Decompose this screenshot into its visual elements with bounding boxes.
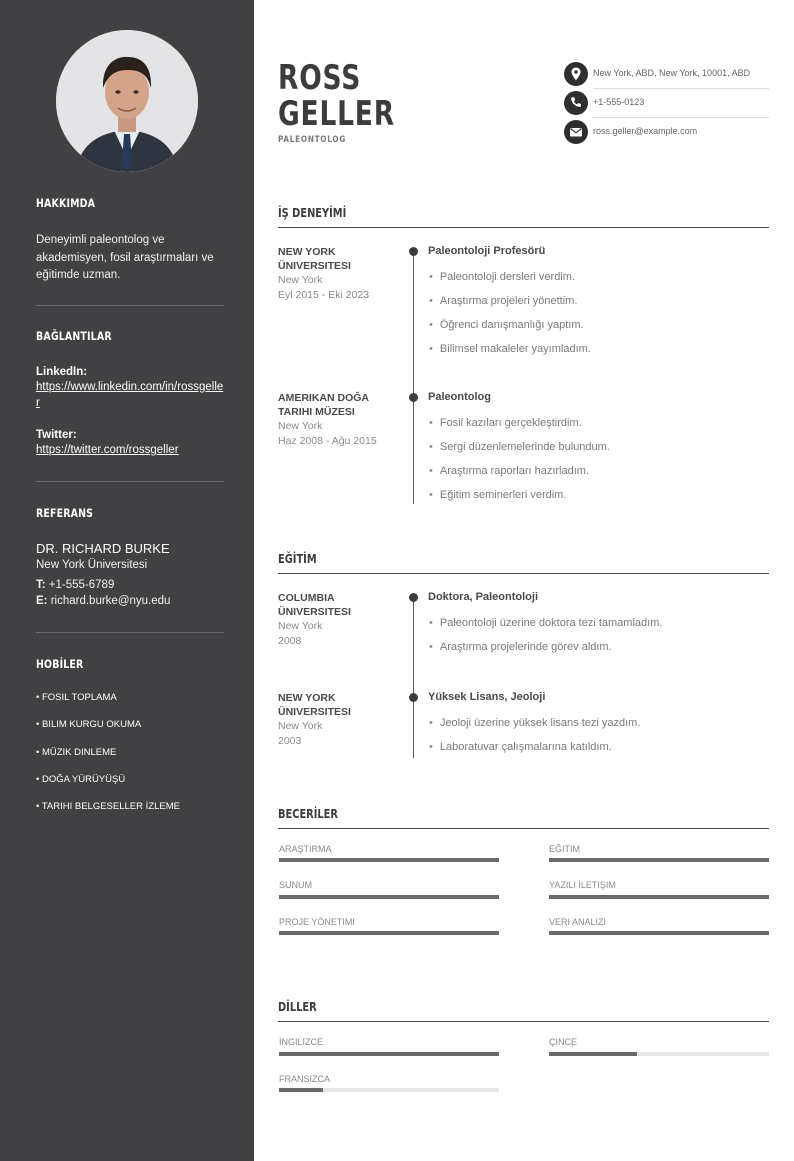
hobbies-section [36,657,224,671]
linkedin-link[interactable]: https://www.linkedin.com/in/rossgeller [36,381,224,409]
section-rule [278,573,769,574]
education-location: New York [278,720,323,732]
reference-email-label: E: [36,595,48,607]
hobby-item: • FOSIL TOPLAMA [36,692,117,703]
sidebar-divider [36,305,224,306]
education-org: NEW YORK ÜNIVERSITESI [278,692,351,718]
reference-phone [36,577,224,593]
language-bar-fill [279,1052,499,1056]
skill-name: EĞITIM [549,844,580,854]
hobbies-list [36,692,224,822]
experience-dates: Haz 2008 - Ağu 2015 [278,435,377,447]
language-name: ÇINCE [549,1037,578,1047]
experience-org: NEW YORK ÜNIVERSITESI [278,246,351,272]
skill-bar-fill [549,931,769,935]
sidebar [0,0,254,1161]
hobby-item: • BILIM KURGU OKUMA [36,719,142,730]
skill-name: SUNUM [279,880,312,890]
contact-address [564,62,769,86]
experience-bullet: • Paleontoloji dersleri verdim. [429,271,575,283]
skill-name: ARAŞTIRMA [279,844,332,854]
skills-title: BECERİLER [278,807,338,821]
sidebar-divider [36,632,224,633]
education-dates: 2003 [278,735,302,747]
timeline-dot [409,593,418,602]
contact-phone-text: +1-555-0123 [593,97,645,107]
reference-email-value: richard.burke@nyu.edu [50,595,171,607]
job-title: PALEONTOLOG [278,135,347,145]
avatar [56,30,198,172]
skill-bar [549,858,769,862]
section-rule [278,1021,769,1022]
reference-section [36,506,224,520]
hobby-item: • TARIHI BELGESELLER İZLEME [36,801,180,812]
experience-timeline [413,252,414,504]
language-bar-fill [549,1052,637,1056]
education-bullet: • Laboratuvar çalışmalarına katıldım. [429,741,612,753]
experience-bullet: • Öğrenci danışmanlığı yaptım. [429,319,584,331]
education-title: EĞİTİM [278,552,317,566]
phone-icon [564,91,588,115]
hobbies-title: HOBİLER [36,657,84,671]
experience-org: AMERIKAN DOĞA TARIHI MÜZESI [278,392,369,418]
language-name: FRANSIZCA [279,1074,331,1084]
profile-photo [56,30,198,172]
education-org: COLUMBIA ÜNIVERSITESI [278,592,351,618]
experience-bullet: • Eğitim seminerleri verdim. [429,489,566,501]
skill-name: VERI ANALIZI [549,917,607,927]
envelope-icon [564,120,588,144]
language-bar [279,1088,499,1092]
hobby-item: • DOĞA YÜRÜYÜŞÜ [36,774,126,785]
last-name: GELLER [278,94,395,134]
timeline-dot [409,247,418,256]
skill-bar [279,858,499,862]
education-timeline [413,598,414,758]
reference-phone-label: T: [36,579,46,591]
reference-phone-value: +1-555-6789 [48,579,115,591]
skill-name: PROJE YÖNETIMI [279,917,355,927]
experience-bullet: • Araştırma projeleri yönettim. [429,295,577,307]
language-name: İNGILIZCE [279,1037,324,1047]
experience-role: Paleontoloji Profesörü [428,245,546,257]
skill-bar [279,931,499,935]
reference-title: REFERANS [36,506,94,520]
reference-name: DR. RICHARD BURKE [36,541,170,556]
contact-email [564,120,769,144]
experience-bullet: • Bilimsel makaleler yayımladım. [429,343,591,355]
skill-bar [549,895,769,899]
twitter-link[interactable]: https://twitter.com/rossgeller [36,444,179,456]
language-bar [549,1052,769,1056]
twitter-label: Twitter: [36,429,77,441]
language-bar [279,1052,499,1056]
about-text: Deneyimli paleontolog ve akademisyen, fosil araştırmaları ve eğitimde uzman. [36,234,214,281]
contact-divider [593,88,769,89]
reference-org: New York Üniversitesi [36,559,148,571]
contact-address-text: New York, ABD, New York, 10001, ABD [593,68,751,78]
contact-email-text: ross.geller@example.com [593,126,698,136]
linkedin-label: LinkedIn: [36,366,88,378]
experience-bullet: • Sergi düzenlemelerinde bulundum. [429,441,610,453]
links-title: BAĞLANTILAR [36,329,112,343]
education-bullet: • Paleontoloji üzerine doktora tezi tamamladım. [429,617,662,629]
experience-dates: Eyl 2015 - Eki 2023 [278,289,370,301]
experience-role: Paleontolog [428,391,491,403]
experience-bullet: • Araştırma raporları hazırladım. [429,465,589,477]
experience-location: New York [278,420,323,432]
skill-bar [549,931,769,935]
links-section [36,329,224,343]
experience-title: İŞ DENEYİMİ [278,206,347,220]
linkedin-block [36,366,224,411]
contact-divider [593,117,769,118]
about-title: HAKKIMDA [36,196,96,210]
education-degree: Doktora, Paleontoloji [428,591,539,603]
section-rule [278,227,769,228]
skill-name: YAZILI İLETIŞIM [549,880,616,890]
about-section [36,196,224,210]
education-bullet: • Jeoloji üzerine yüksek lisans tezi yazdım. [429,717,640,729]
reference-block [36,541,224,609]
skill-bar-fill [549,895,769,899]
first-name: ROSS [278,58,362,98]
reference-email [36,593,224,609]
twitter-block [36,429,224,458]
experience-location: New York [278,274,323,286]
timeline-dot [409,693,418,702]
hobby-item: • MÜZIK DINLEME [36,747,117,758]
timeline-dot [409,393,418,402]
section-rule [278,828,769,829]
skill-bar-fill [549,858,769,862]
sidebar-divider [36,481,224,482]
languages-title: DİLLER [278,1000,317,1014]
education-dates: 2008 [278,635,302,647]
skill-bar [279,895,499,899]
education-location: New York [278,620,323,632]
language-bar-fill [279,1088,323,1092]
skill-bar-fill [279,931,499,935]
skill-bar-fill [279,895,499,899]
education-degree: Yüksek Lisans, Jeoloji [428,691,546,703]
location-pin-icon [564,62,588,86]
contact-phone [564,91,769,115]
education-bullet: • Araştırma projelerinde görev aldım. [429,641,612,653]
experience-bullet: • Fosil kazıları gerçekleştirdim. [429,417,582,429]
skill-bar-fill [279,858,499,862]
